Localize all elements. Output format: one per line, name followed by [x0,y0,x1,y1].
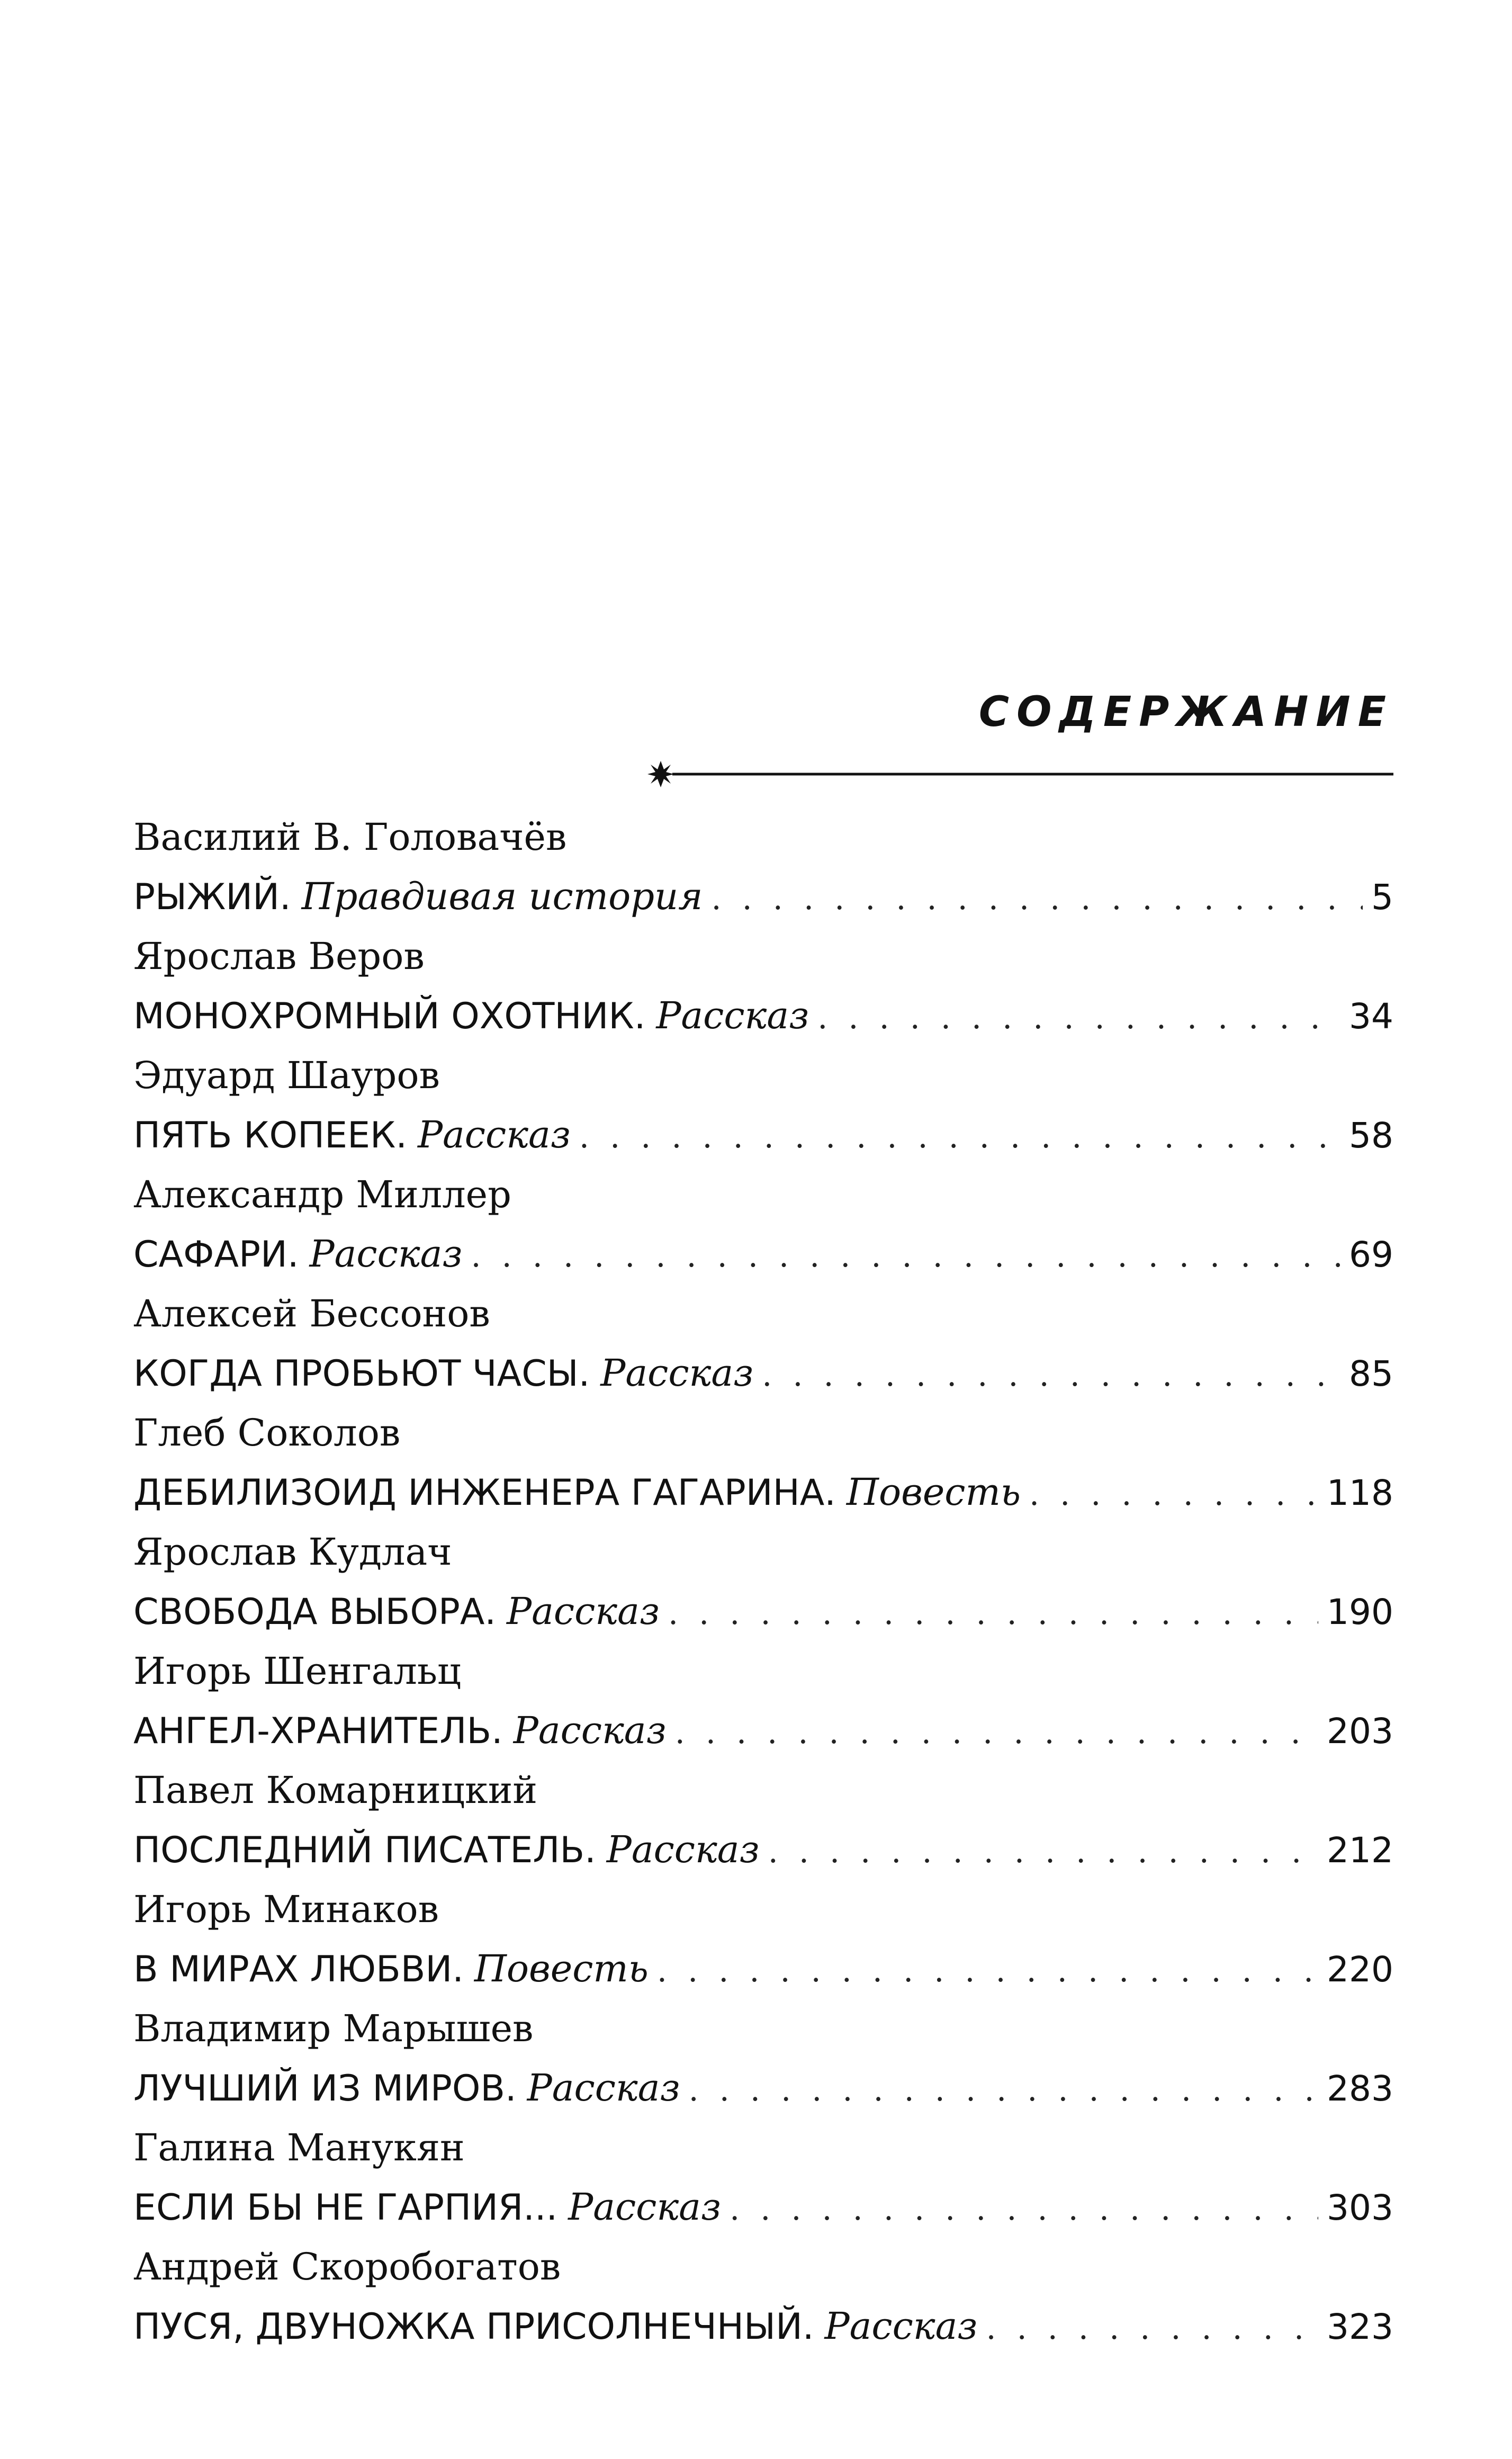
dot-leader [730,2179,1318,2239]
toc-entry [133,927,1393,1046]
work-genre: Повесть [846,1470,1021,1514]
work-title: КОГДА ПРОБЬЮТ ЧАСЫ. [133,1353,590,1395]
work-title: ПОСЛЕДНИЙ ПИСАТЕЛЬ. [133,1829,596,1871]
page-number: 323 [1327,2307,1393,2347]
work-genre: Рассказ [417,1113,571,1156]
title-line [133,2177,1393,2237]
title-line [133,2058,1393,2117]
work-title: ПУСЯ, ДВУНОЖКА ПРИСОЛНЕЧНЫЙ. [133,2306,814,2348]
work-genre: Рассказ [824,2304,978,2348]
work-genre: Рассказ [656,994,809,1037]
work-title: ДЕБИЛИЗОИД ИНЖЕНЕРА ГАГАРИНА. [133,1472,836,1514]
page-number: 85 [1349,1353,1393,1394]
toc-entry [133,1284,1393,1403]
title-line [133,1462,1393,1522]
dot-leader [768,1822,1318,1881]
author-name: Алексей Бессонов [133,1292,490,1335]
work-title: ПЯТЬ КОПЕЕК. [133,1115,407,1156]
dot-leader [471,1226,1341,1286]
page-number: 5 [1371,877,1393,918]
title-line [133,986,1393,1045]
work-genre: Рассказ [507,1590,660,1633]
author-name: Александр Миллер [133,1173,511,1216]
toc-entry [133,807,1393,927]
author-name: Игорь Шенгальц [133,1649,461,1693]
heading-ornament [647,760,1393,788]
dot-leader [986,2299,1319,2358]
dot-leader [1029,1465,1318,1524]
work-title: СВОБОДА ВЫБОРА. [133,1591,497,1633]
dot-leader [762,1345,1340,1405]
title-line [133,1582,1393,1641]
page-number: 303 [1327,2187,1393,2228]
title-line [133,1701,1393,1760]
toc-list [133,807,1393,2356]
dot-leader [657,1941,1318,2000]
dot-leader [689,2060,1318,2120]
page-title: СОДЕРЖАНИЕ [978,688,1393,736]
ornament-graphic [647,760,1393,788]
author-name: Галина Манукян [133,2126,465,2169]
work-title: ЛУЧШИЙ ИЗ МИРОВ. [133,2068,517,2110]
toc-entry [133,1761,1393,1880]
title-line [133,1343,1393,1403]
author-name: Глеб Соколов [133,1411,401,1455]
author-name: Ярослав Веров [133,935,425,978]
work-genre: Рассказ [600,1351,754,1395]
toc-header [133,683,1393,789]
title-line [133,1939,1393,1998]
toc-entry [133,2118,1393,2237]
dot-leader [712,869,1363,928]
toc-entry [133,1999,1393,2118]
title-line [133,1105,1393,1164]
page-number: 212 [1327,1830,1393,1871]
work-title: САФАРИ. [133,1234,299,1276]
toc-entry [133,1641,1393,1761]
work-title: АНГЕЛ-ХРАНИТЕЛЬ. [133,1710,503,1752]
author-name: Василий В. Головачёв [133,815,567,859]
toc-entry [133,1165,1393,1284]
page-number: 283 [1327,2068,1393,2109]
title-line [133,1224,1393,1284]
page-number: 69 [1349,1234,1393,1275]
toc-entry [133,2237,1393,2356]
dot-leader [579,1107,1340,1166]
work-title: РЫЖИЙ. [133,876,291,918]
work-title: ЕСЛИ БЫ НЕ ГАРПИЯ... [133,2187,558,2229]
author-name: Эдуард Шауров [133,1054,440,1097]
page-number: 190 [1327,1592,1393,1632]
author-name: Игорь Минаков [133,1888,439,1931]
page-number: 34 [1349,996,1393,1037]
title-line [133,867,1393,926]
toc-entry [133,1880,1393,1999]
dot-leader [668,1584,1318,1643]
author-name: Владимир Марышев [133,2007,534,2050]
work-title: В МИРАХ ЛЮБВИ. [133,1949,464,1990]
work-genre: Рассказ [568,2185,722,2229]
page-number: 220 [1327,1949,1393,1990]
work-title: МОНОХРОМНЫЙ ОХОТНИК. [133,995,646,1037]
page-number: 118 [1327,1473,1393,1513]
work-genre: Рассказ [513,1709,667,1752]
dot-leader [675,1703,1318,1762]
work-genre: Рассказ [309,1232,463,1276]
toc-entry [133,1403,1393,1522]
title-line [133,1820,1393,1879]
work-genre: Правдивая история [301,875,703,918]
eight-point-star-icon [647,761,674,787]
toc-entry [133,1046,1393,1165]
work-genre: Рассказ [606,1828,760,1871]
dot-leader [817,988,1340,1047]
page-number: 203 [1327,1711,1393,1752]
author-name: Ярослав Кудлач [133,1530,452,1574]
work-genre: Рассказ [527,2066,680,2110]
work-genre: Повесть [474,1947,649,1990]
author-name: Андрей Скоробогатов [133,2245,561,2289]
page-number: 58 [1349,1115,1393,1156]
author-name: Павел Комарницкий [133,1769,538,1812]
title-line [133,2296,1393,2356]
toc-entry [133,1522,1393,1641]
